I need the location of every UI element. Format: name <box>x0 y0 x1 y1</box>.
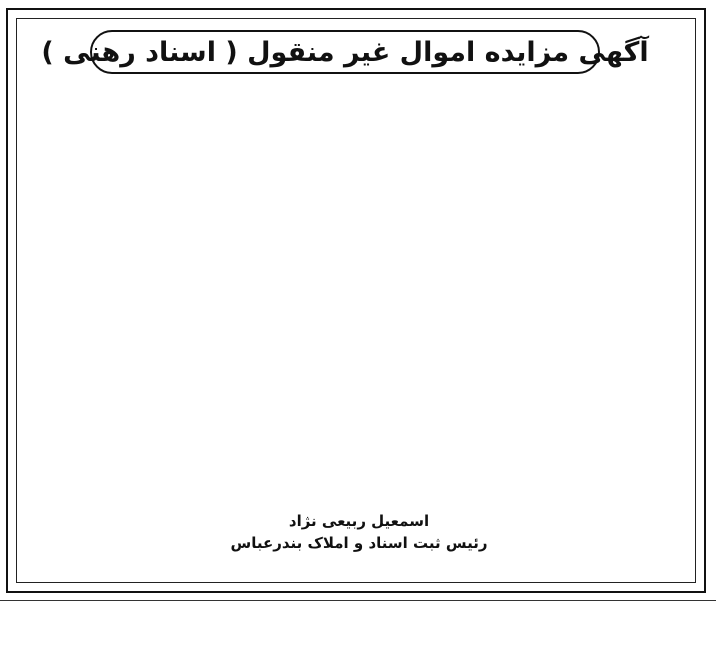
notice-title-box <box>41 30 649 74</box>
notice-inner-frame <box>16 18 696 583</box>
page-divider <box>0 600 716 601</box>
notice-signature <box>28 510 690 554</box>
signer-name: اسمعیل ربیعی نژاد <box>288 512 430 530</box>
signer-role: رئیس ثبت اسناد و املاک بندرعباس <box>230 534 488 552</box>
notice-title: آگهی مزایده اموال غیر منقول ( اسناد رهنی ) <box>41 36 649 68</box>
